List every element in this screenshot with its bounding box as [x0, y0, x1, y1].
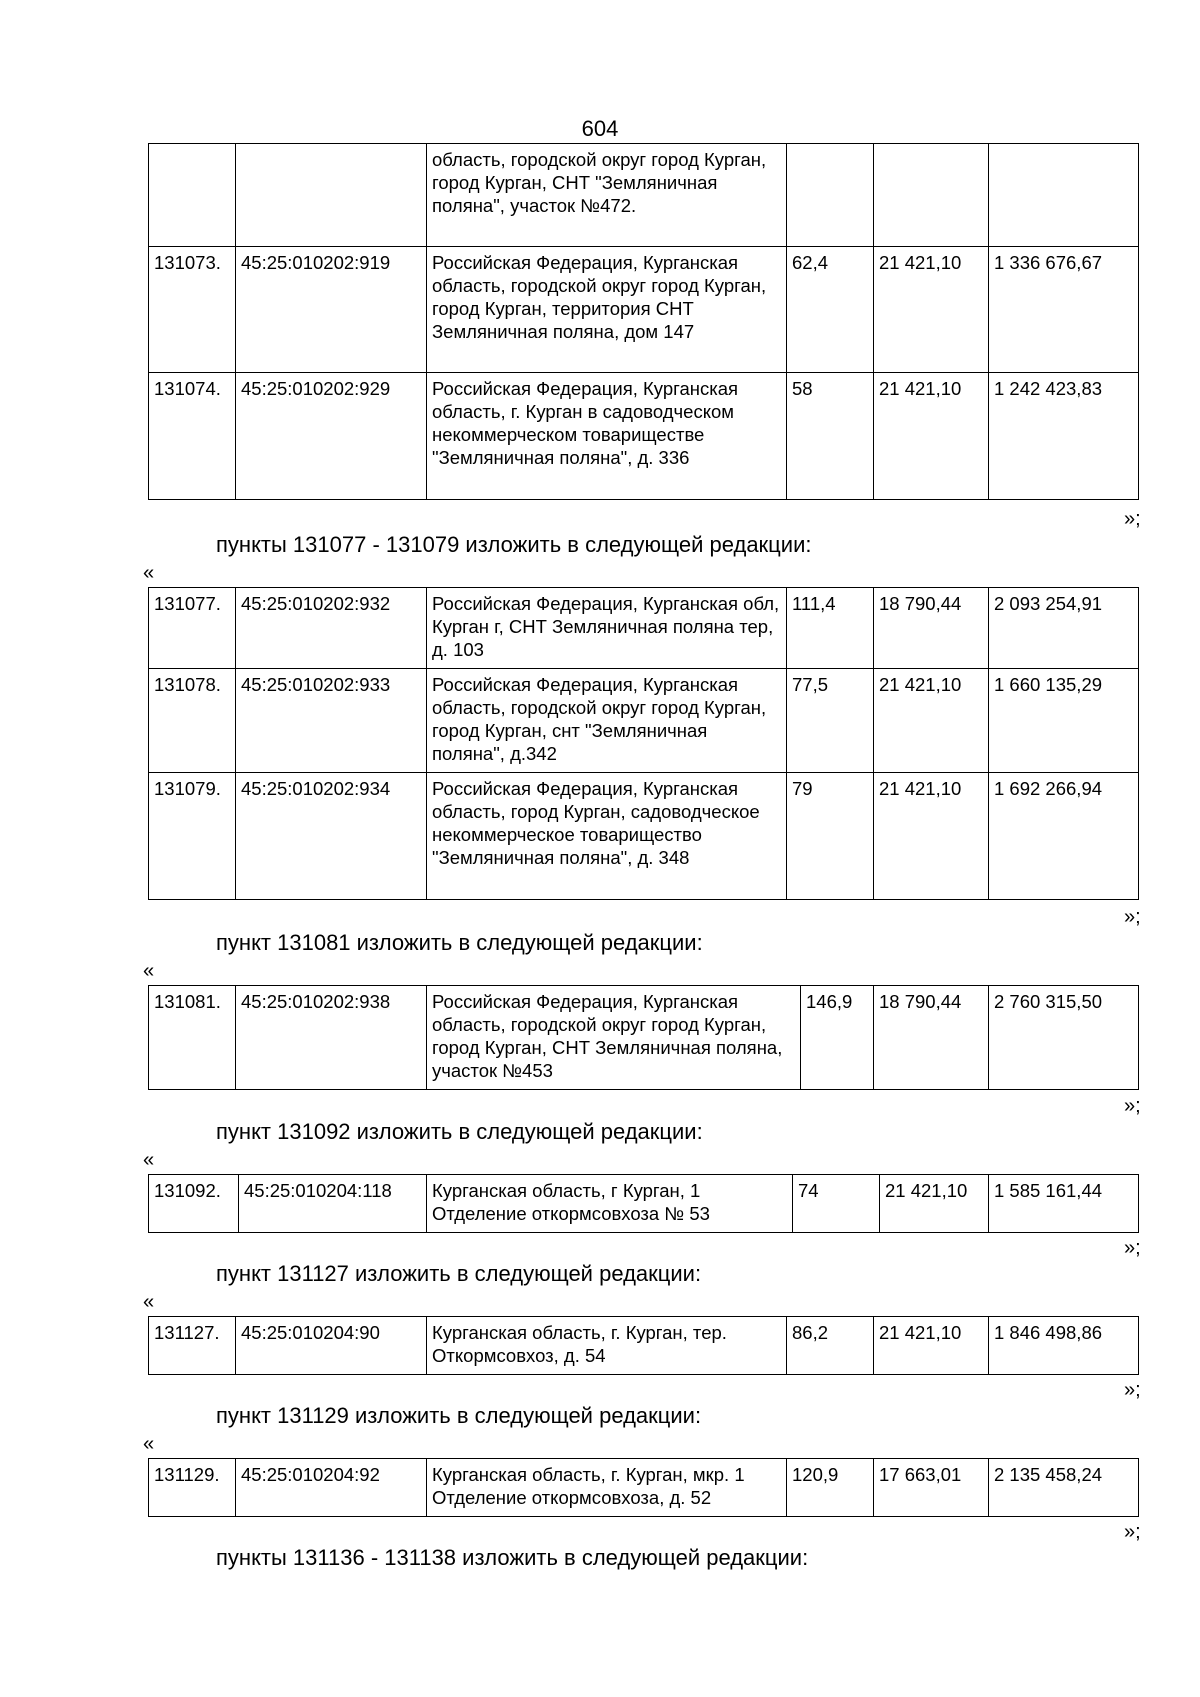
cadastral-number: 45:25:010202:929 — [236, 373, 427, 500]
address: Российская Федерация, Курганская область, город Курган, садоводческое некоммерческое товарищество "Земляничная поляна", д. 348 — [427, 773, 787, 900]
cadastral-value: 1 846 498,86 — [989, 1317, 1139, 1375]
closing-quote: »; — [1124, 1237, 1141, 1259]
area: 58 — [787, 373, 874, 500]
row-number: 131092. — [149, 1175, 239, 1233]
section-intro: пункт 131129 изложить в следующей редакции: — [216, 1403, 702, 1428]
row-number: 131081. — [149, 986, 236, 1090]
unit-value — [874, 144, 989, 247]
table-row — [149, 373, 1139, 500]
cadastral-number: 45:25:010202:938 — [236, 986, 427, 1090]
unit-value: 21 421,10 — [874, 1317, 989, 1375]
address: Российская Федерация, Курганская область, городской округ город Курган, город Курган, снт "Земляничная поляна", д.342 — [427, 669, 787, 773]
register-table — [148, 1316, 1139, 1375]
address: Российская Федерация, Курганская обл, Курган г, СНТ Земляничная поляна тер, д. 103 — [427, 588, 787, 669]
register-table — [148, 143, 1139, 500]
unit-value: 21 421,10 — [880, 1175, 989, 1233]
unit-value: 21 421,10 — [874, 247, 989, 373]
cadastral-value: 2 093 254,91 — [989, 588, 1139, 669]
section-intro: пункт 131127 изложить в следующей редакции: — [216, 1261, 702, 1286]
area: 79 — [787, 773, 874, 900]
row-number: 131079. — [149, 773, 236, 900]
unit-value: 18 790,44 — [874, 986, 989, 1090]
section-intro: пункт 131081 изложить в следующей редакции: — [216, 930, 703, 955]
unit-value: 21 421,10 — [874, 773, 989, 900]
row-number: 131078. — [149, 669, 236, 773]
cadastral-number: 45:25:010204:118 — [239, 1175, 427, 1233]
cadastral-number — [236, 144, 427, 247]
cadastral-number: 45:25:010202:933 — [236, 669, 427, 773]
area: 86,2 — [787, 1317, 874, 1375]
opening-quote: « — [143, 1291, 155, 1313]
closing-quote: »; — [1124, 906, 1141, 928]
cadastral-number: 45:25:010202:919 — [236, 247, 427, 373]
cadastral-value — [989, 144, 1139, 247]
section-intro: пункт 131092 изложить в следующей редакции: — [216, 1119, 703, 1144]
table-row — [149, 247, 1139, 373]
cadastral-value: 2 760 315,50 — [989, 986, 1139, 1090]
opening-quote: « — [143, 1433, 155, 1455]
cadastral-value: 2 135 458,24 — [989, 1459, 1139, 1517]
area: 120,9 — [787, 1459, 874, 1517]
address: Курганская область, г. Курган, мкр. 1 Отделение откормсовхоза, д. 52 — [427, 1459, 787, 1517]
opening-quote: « — [143, 562, 155, 584]
unit-value: 17 663,01 — [874, 1459, 989, 1517]
table-row — [149, 1317, 1139, 1375]
cadastral-number: 45:25:010202:934 — [236, 773, 427, 900]
cadastral-value: 1 242 423,83 — [989, 373, 1139, 500]
table-row — [149, 144, 1139, 247]
address: область, городской округ город Курган, город Курган, СНТ "Земляничная поляна", участок №472. — [427, 144, 787, 247]
register-table — [148, 587, 1139, 900]
closing-quote: »; — [1124, 1521, 1141, 1543]
opening-quote: « — [143, 1149, 155, 1171]
cadastral-value: 1 336 676,67 — [989, 247, 1139, 373]
area: 74 — [793, 1175, 880, 1233]
area: 62,4 — [787, 247, 874, 373]
cadastral-value: 1 660 135,29 — [989, 669, 1139, 773]
closing-quote: »; — [1124, 508, 1141, 530]
register-table — [148, 1174, 1139, 1233]
cadastral-number: 45:25:010204:90 — [236, 1317, 427, 1375]
unit-value: 18 790,44 — [874, 588, 989, 669]
page-number: 604 — [581, 116, 619, 141]
unit-value: 21 421,10 — [874, 669, 989, 773]
closing-quote: »; — [1124, 1379, 1141, 1401]
address: Российская Федерация, Курганская область, г. Курган в садоводческом некоммерческом товариществе "Земляничная поляна", д. 336 — [427, 373, 787, 500]
area: 111,4 — [787, 588, 874, 669]
table-row — [149, 773, 1139, 900]
address: Курганская область, г Курган, 1 Отделение откормсовхоза № 53 — [427, 1175, 793, 1233]
address: Российская Федерация, Курганская область, городской округ город Курган, город Курган, СНТ Земляничная поляна, участок №453 — [427, 986, 801, 1090]
row-number: 131073. — [149, 247, 236, 373]
row-number: 131127. — [149, 1317, 236, 1375]
cadastral-number: 45:25:010202:932 — [236, 588, 427, 669]
section-intro: пункты 131077 - 131079 изложить в следующей редакции: — [216, 532, 812, 557]
row-number — [149, 144, 236, 247]
closing-quote: »; — [1124, 1095, 1141, 1117]
area: 77,5 — [787, 669, 874, 773]
address: Российская Федерация, Курганская область, городской округ город Курган, город Курган, территория СНТ Земляничная поляна, дом 147 — [427, 247, 787, 373]
row-number: 131074. — [149, 373, 236, 500]
table-row — [149, 588, 1139, 669]
address: Курганская область, г. Курган, тер. Откормсовхоз, д. 54 — [427, 1317, 787, 1375]
table-row — [149, 1175, 1139, 1233]
area: 146,9 — [801, 986, 874, 1090]
section-intro: пункты 131136 - 131138 изложить в следующей редакции: — [216, 1545, 809, 1570]
area — [787, 144, 874, 247]
table-row — [149, 669, 1139, 773]
unit-value: 21 421,10 — [874, 373, 989, 500]
cadastral-value: 1 692 266,94 — [989, 773, 1139, 900]
row-number: 131129. — [149, 1459, 236, 1517]
register-table — [148, 985, 1139, 1090]
register-table — [148, 1458, 1139, 1517]
table-row — [149, 986, 1139, 1090]
row-number: 131077. — [149, 588, 236, 669]
table-row — [149, 1459, 1139, 1517]
cadastral-number: 45:25:010204:92 — [236, 1459, 427, 1517]
cadastral-value: 1 585 161,44 — [989, 1175, 1139, 1233]
opening-quote: « — [143, 960, 155, 982]
